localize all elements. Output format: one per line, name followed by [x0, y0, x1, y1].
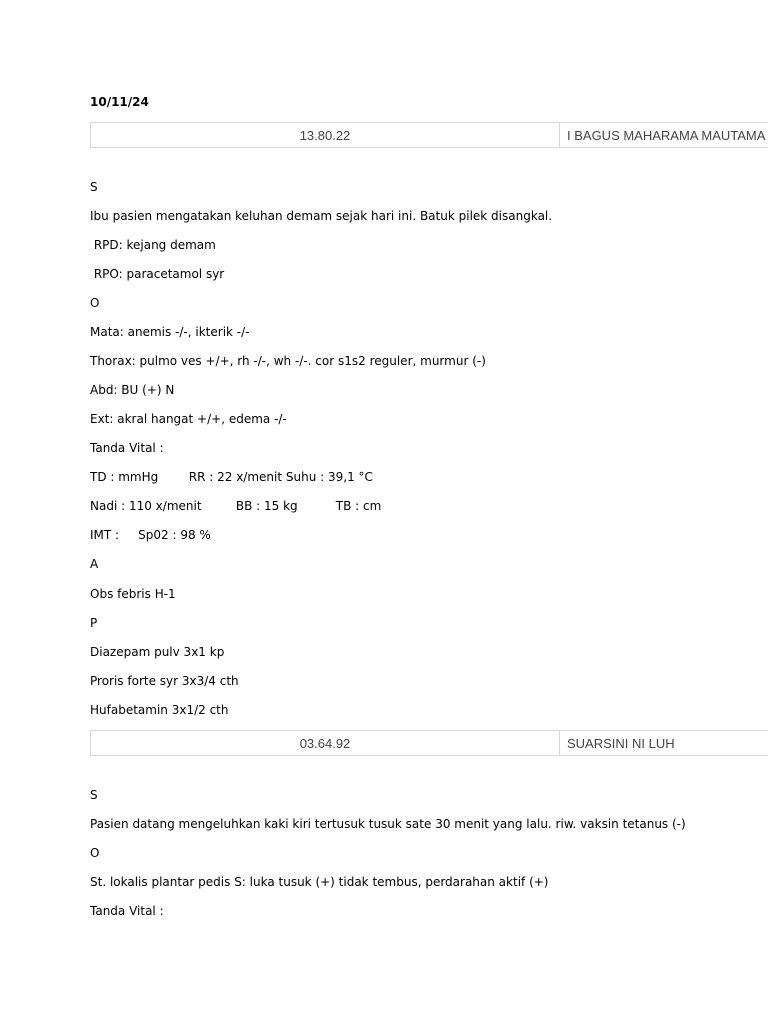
vital-signs-label: Tanda Vital : [90, 441, 164, 455]
vital-signs-label: Tanda Vital : [90, 904, 164, 918]
section-assessment-label: A [90, 557, 99, 571]
section-objective-label: O [90, 846, 100, 860]
past-medical-history: RPD: kejang demam [90, 238, 216, 252]
subjective-complaint: Ibu pasien mengatakan keluhan demam sejak hari ini. Batuk pilek disangkal. [90, 209, 553, 223]
exam-extremities: Ext: akral hangat +/+, edema -/- [90, 412, 287, 426]
patient-record-number: 13.80.22 [91, 123, 560, 147]
patient-name: I BAGUS MAHARAMA MAUTAMA [567, 127, 766, 143]
section-plan-label: P [90, 616, 98, 630]
plan-medication-3: Hufabetamin 3x1/2 cth [90, 703, 229, 717]
vital-signs-bmi-spo2: IMT : Sp02 : 98 % [90, 528, 211, 542]
patient-header-table [90, 122, 768, 148]
exam-thorax: Thorax: pulmo ves +/+, rh -/-, wh -/-. cor s1s2 reguler, murmur (-) [90, 354, 486, 368]
exam-abdomen: Abd: BU (+) N [90, 383, 175, 397]
visit-date: 10/11/24 [90, 95, 149, 109]
patient-record-number: 03.64.92 [91, 731, 560, 755]
vital-signs-pulse-weight-height: Nadi : 110 x/menit BB : 15 kg TB : cm [90, 499, 382, 513]
assessment-diagnosis: Obs febris H-1 [90, 587, 176, 601]
subjective-complaint: Pasien datang mengeluhkan kaki kiri tertusuk tusuk sate 30 menit yang lalu. riw. vaksin tetanus (-) [90, 817, 686, 831]
patient-header-table [90, 730, 768, 756]
plan-medication-2: Proris forte syr 3x3/4 cth [90, 674, 239, 688]
section-objective-label: O [90, 296, 100, 310]
patient-name: SUARSINI NI LUH [567, 735, 675, 751]
past-medication-history: RPO: paracetamol syr [90, 267, 225, 281]
section-subjective-label: S [90, 180, 98, 194]
exam-eyes: Mata: anemis -/-, ikterik -/- [90, 325, 250, 339]
vital-signs-td-rr-temp: TD : mmHg RR : 22 x/menit Suhu : 39,1 °C [90, 470, 373, 484]
plan-medication-1: Diazepam pulv 3x1 kp [90, 645, 225, 659]
section-subjective-label: S [90, 788, 98, 802]
exam-local-status: St. lokalis plantar pedis S: luka tusuk (+) tidak tembus, perdarahan aktif (+) [90, 875, 549, 889]
